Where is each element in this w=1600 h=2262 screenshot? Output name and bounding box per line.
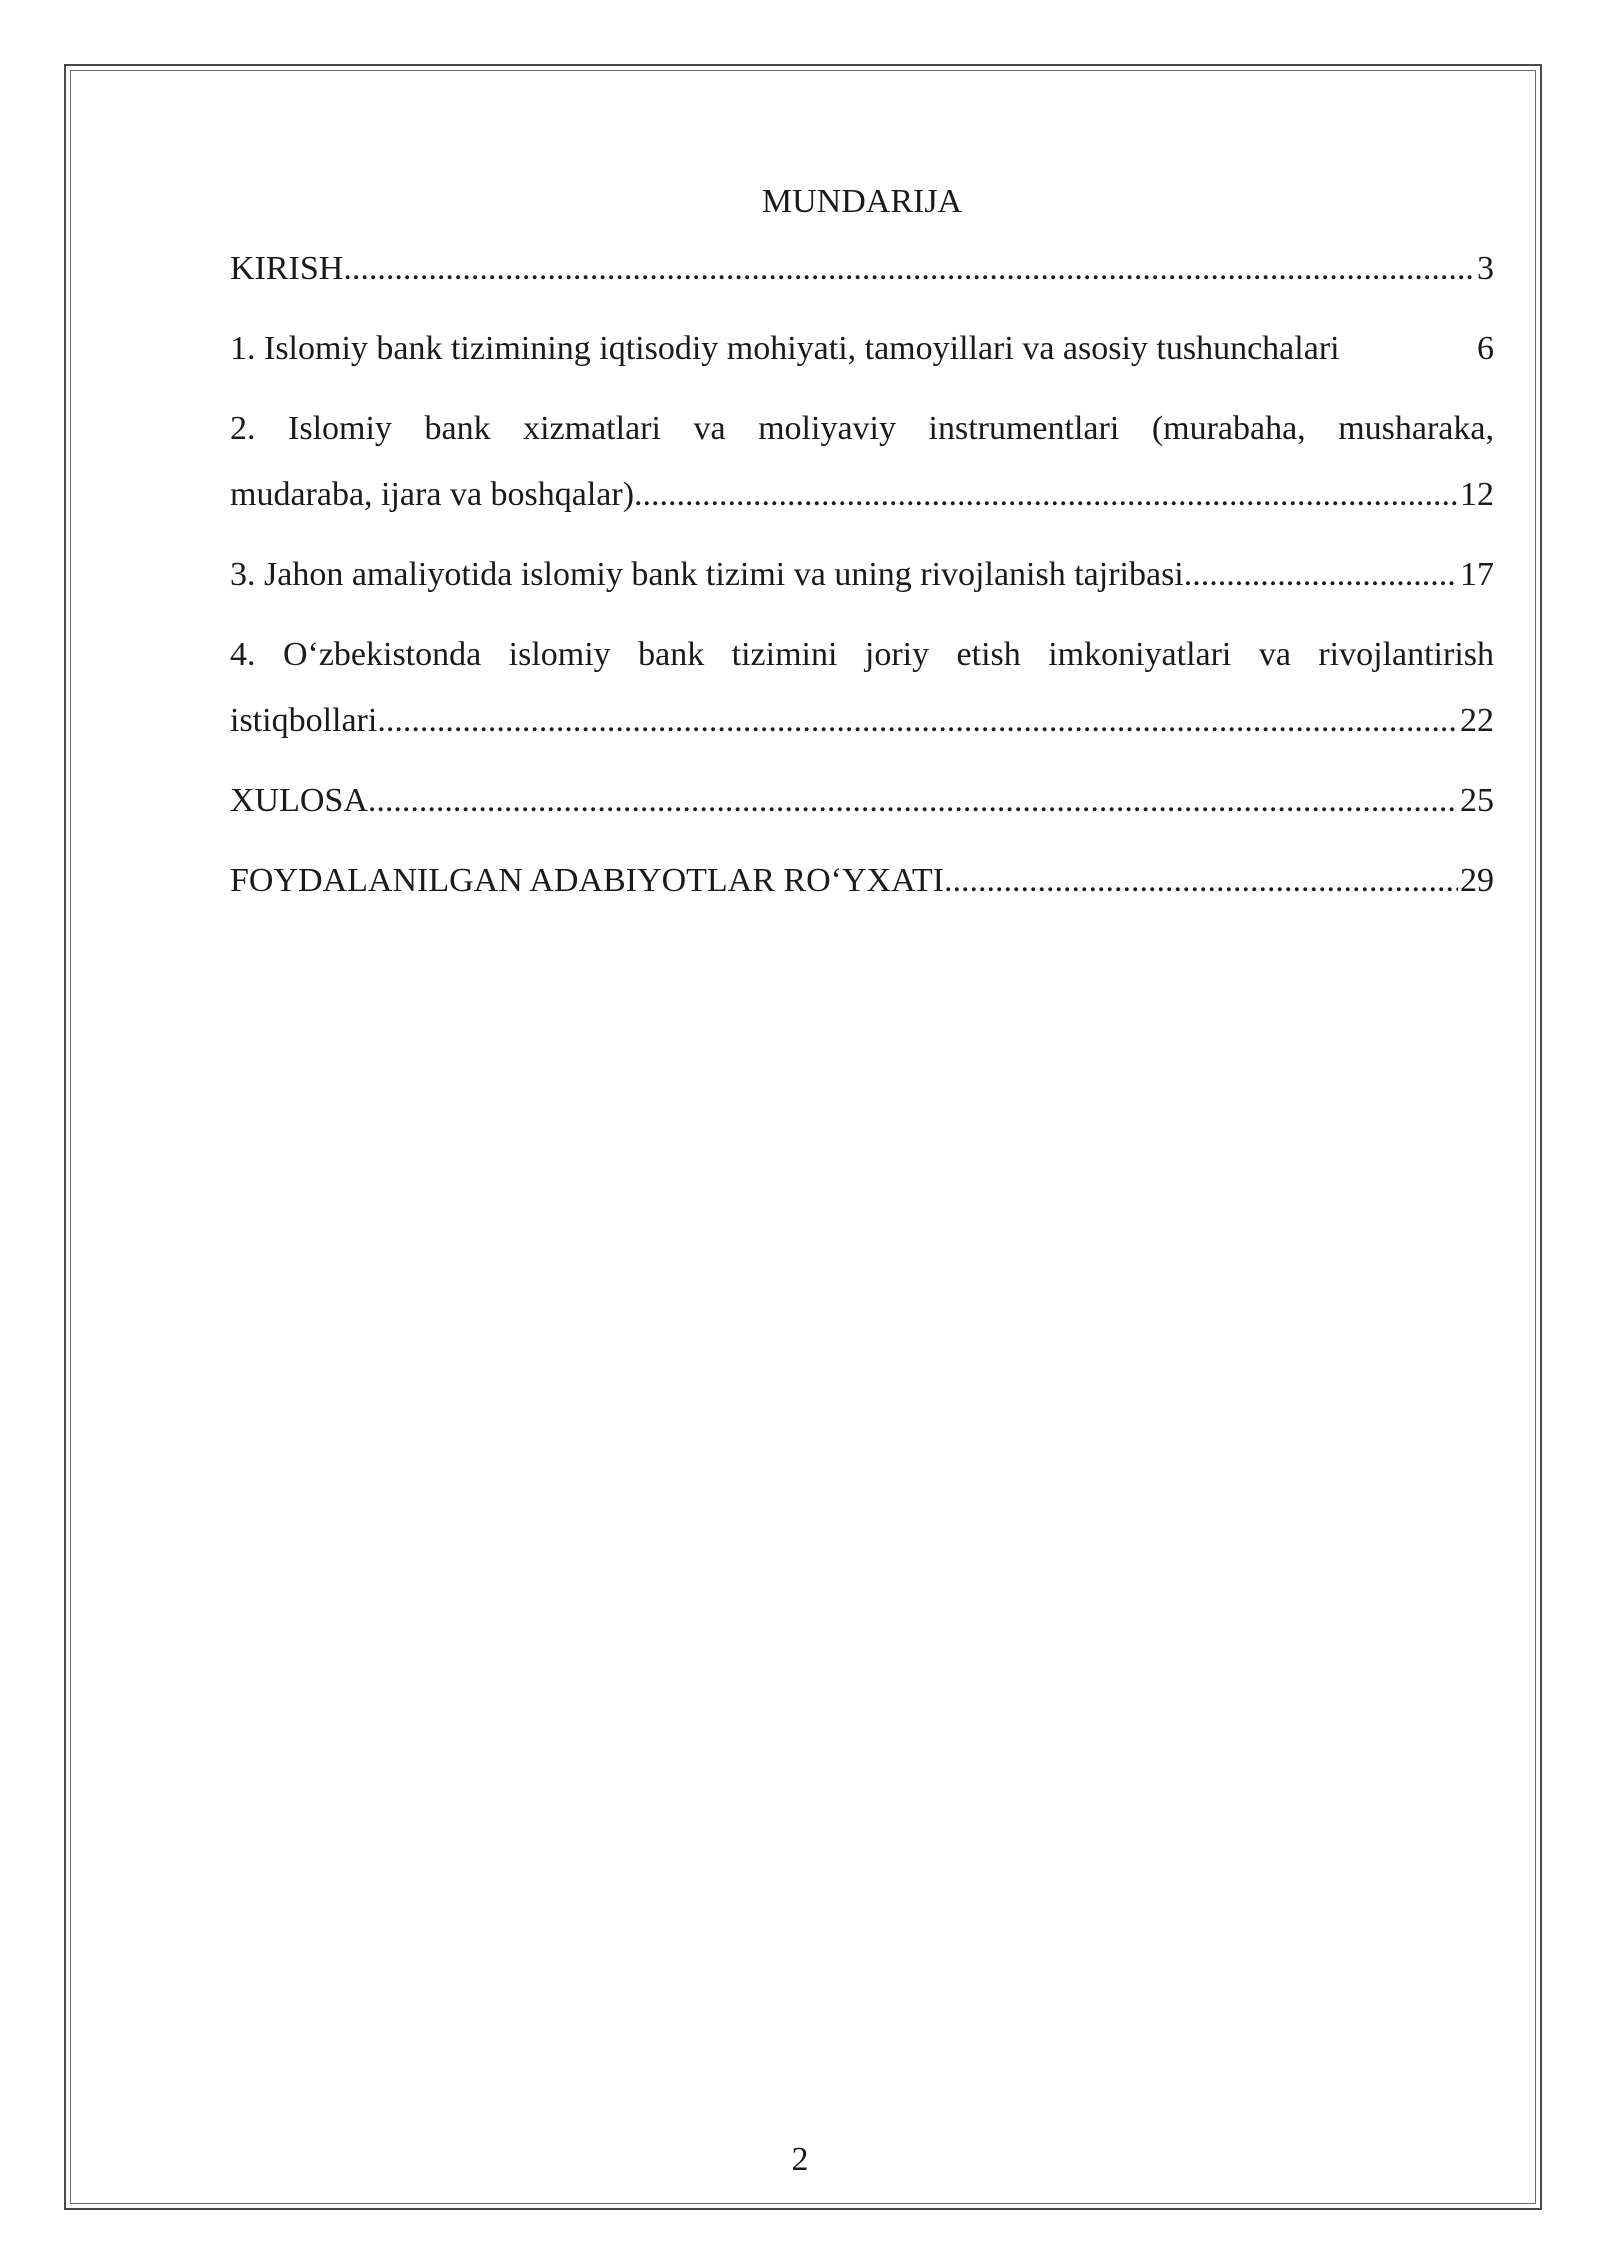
toc-entry-text: FOYDALANILGAN ADABIYOTLAR RO‘YXATI xyxy=(230,862,944,899)
toc-page-number: 17 xyxy=(1460,556,1494,593)
toc-entry-text-line1: 2. Islomiy bank xizmatlari va moliyaviy instrumentlari (murabaha, musharaka, xyxy=(230,410,1494,447)
toc-entry-text-line2: istiqbollari xyxy=(230,702,378,739)
toc-entry-chapter-4[interactable] xyxy=(230,622,1494,754)
toc-page-number: 29 xyxy=(1460,862,1494,899)
toc-entry-text-line2: mudaraba, ijara va boshqalar) xyxy=(230,476,635,513)
toc-entry-chapter-2[interactable] xyxy=(230,396,1494,528)
toc-page-number: 6 xyxy=(1477,330,1494,367)
toc-page-number: 3 xyxy=(1477,250,1494,287)
toc-page-number: 25 xyxy=(1460,782,1494,819)
toc-entry-references[interactable] xyxy=(230,848,1494,914)
toc-entry-text: XULOSA xyxy=(230,782,368,819)
toc-entry-kirish[interactable] xyxy=(230,236,1494,302)
toc-entry-text-line1: 4. O‘zbekistonda islomiy bank tizimini joriy etish imkoniyatlari va rivojlantirish xyxy=(230,636,1494,673)
table-of-contents xyxy=(230,180,1494,928)
toc-entry-text: 1. Islomiy bank tizimining iqtisodiy mohiyati, tamoyillari va asosiy tushunchalari xyxy=(230,330,1340,367)
toc-entry-chapter-1[interactable] xyxy=(230,316,1494,382)
toc-dot-leader xyxy=(368,768,1458,834)
toc-dot-leader xyxy=(944,848,1458,914)
toc-page-number: 22 xyxy=(1460,702,1494,739)
toc-dot-leader xyxy=(1184,542,1458,608)
toc-page-number: 12 xyxy=(1460,476,1494,513)
toc-entry-text: KIRISH xyxy=(230,250,344,287)
toc-title: MUNDARIJA xyxy=(761,183,963,220)
toc-dot-leader xyxy=(377,688,1458,754)
toc-entry-xulosa[interactable] xyxy=(230,768,1494,834)
toc-entry-text: 3. Jahon amaliyotida islomiy bank tizimi va uning rivojlanish tajribasi xyxy=(230,556,1184,593)
toc-dot-leader xyxy=(343,236,1475,302)
toc-entry-chapter-3[interactable] xyxy=(230,542,1494,608)
toc-dot-leader xyxy=(634,462,1458,528)
page-number: 2 xyxy=(791,2141,809,2178)
